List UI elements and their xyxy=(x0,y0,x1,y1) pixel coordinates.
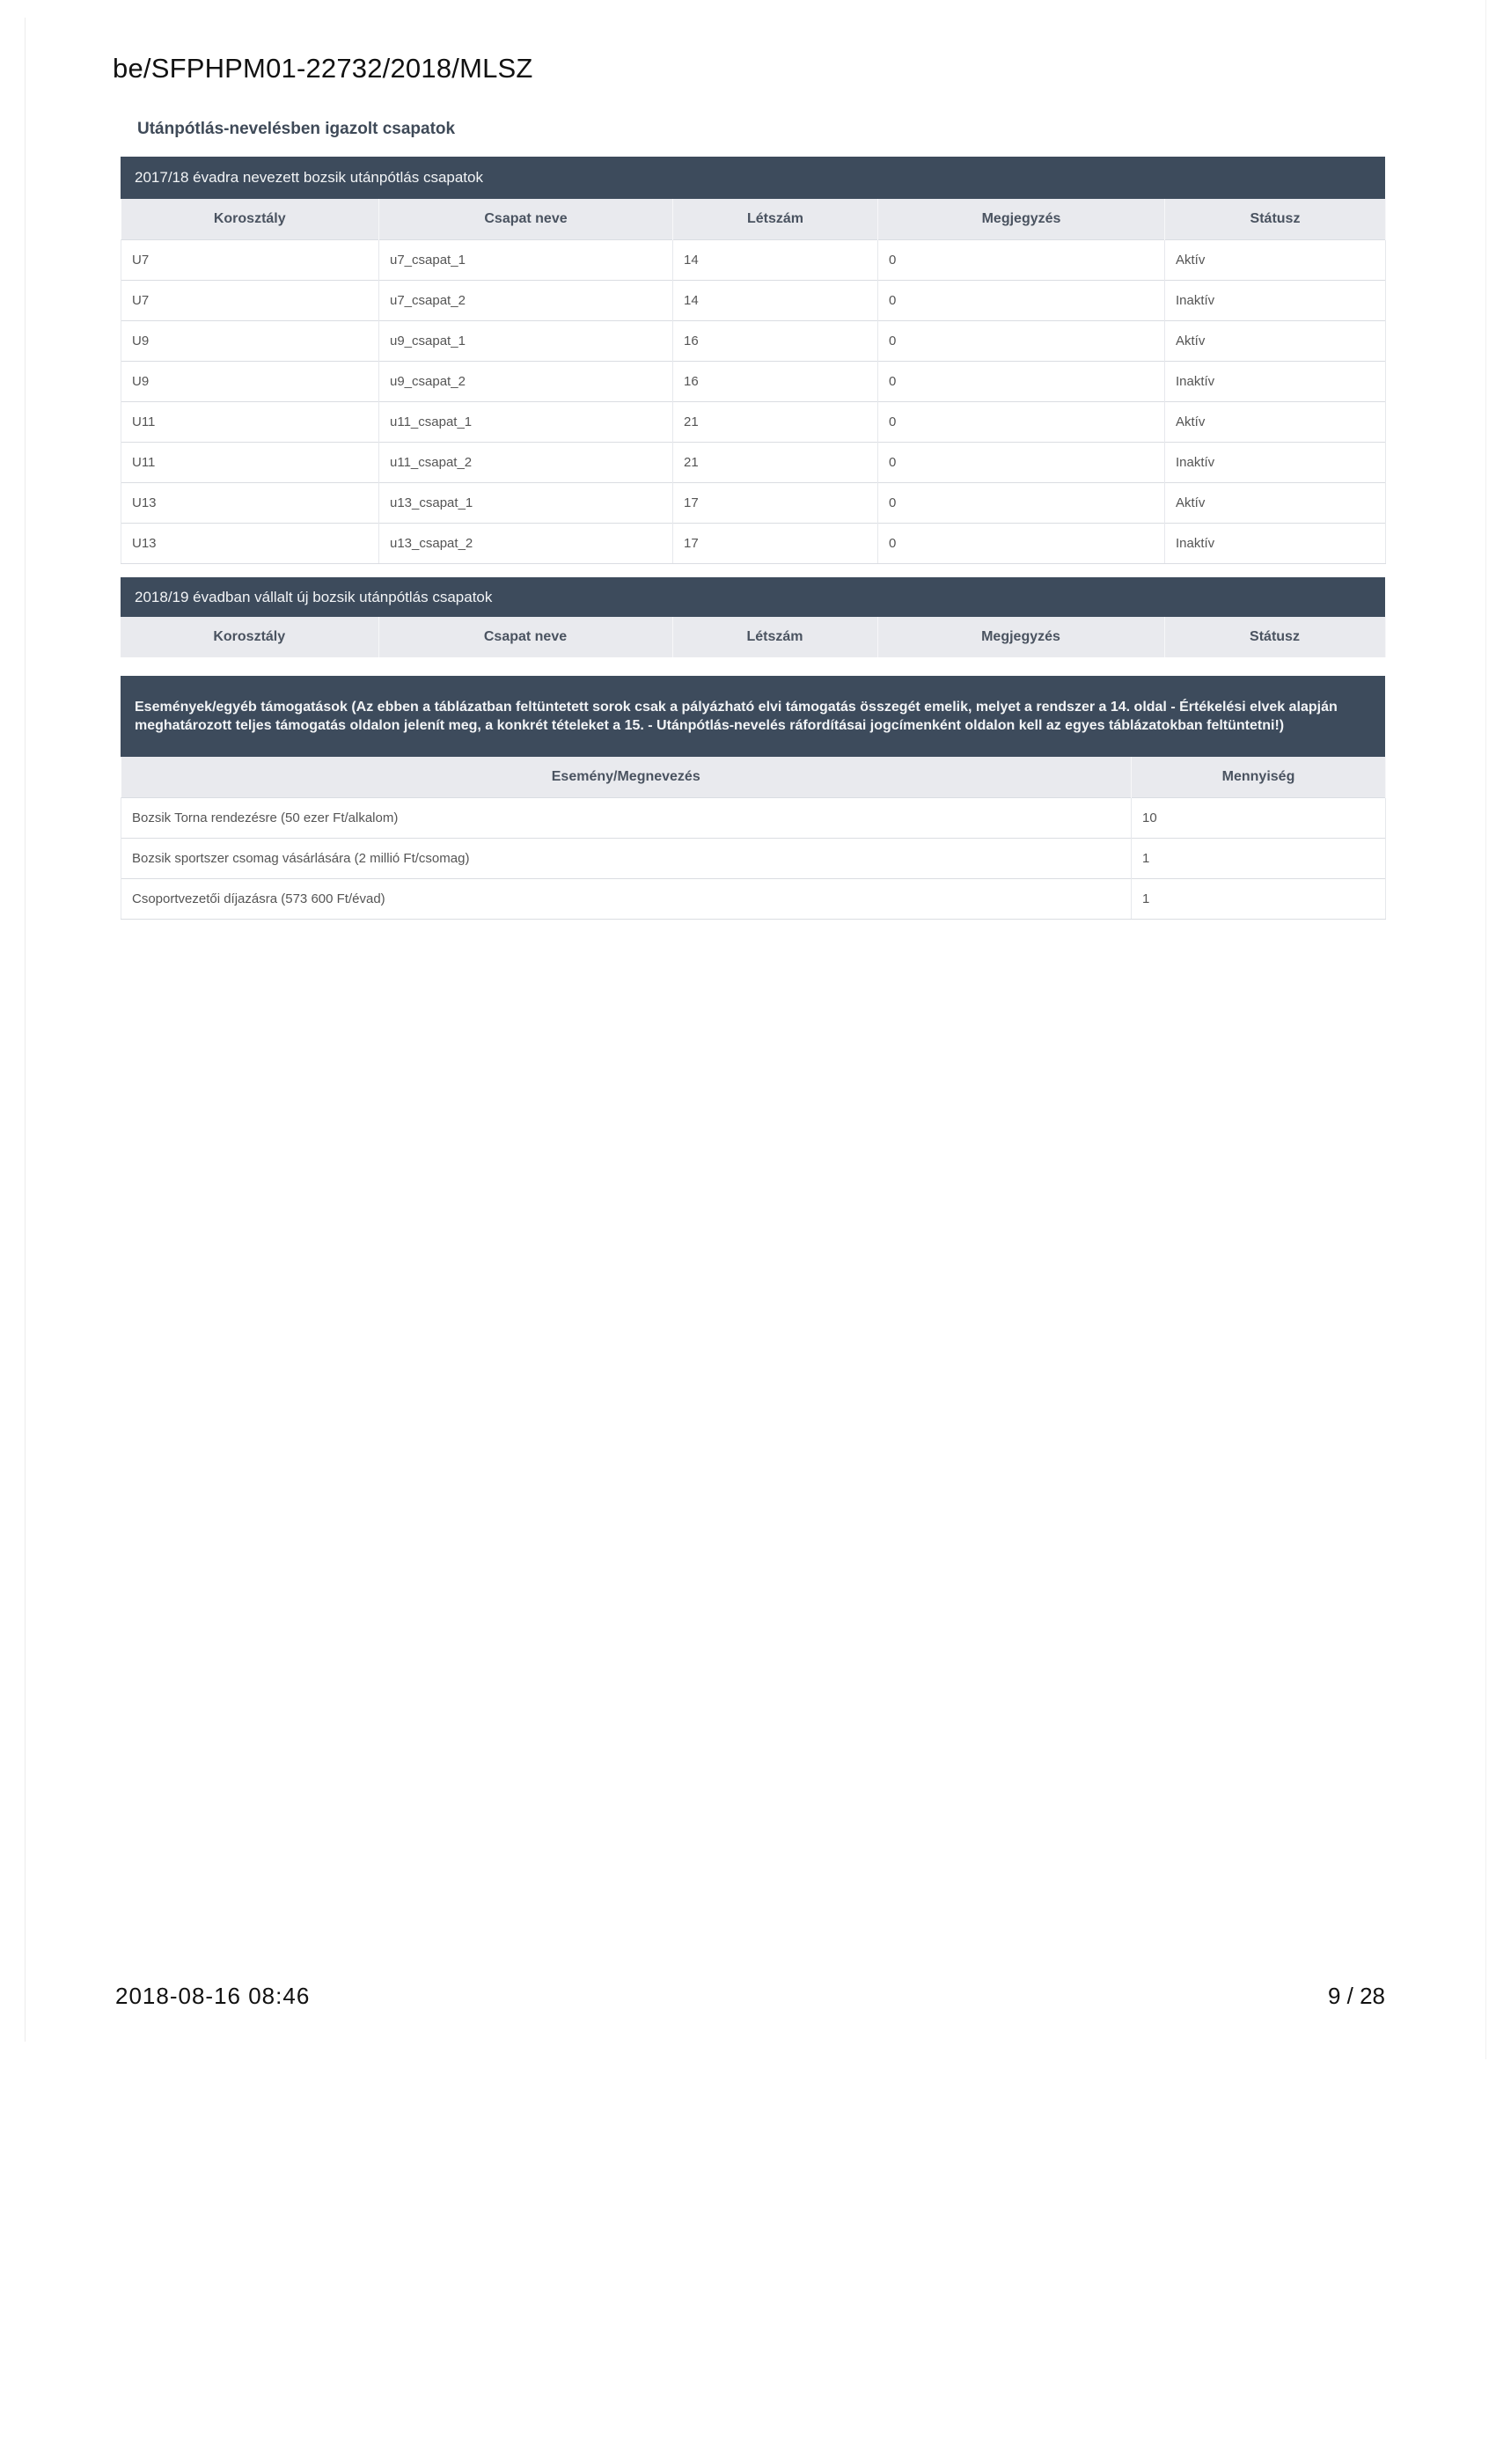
quantity-cell: 10 xyxy=(1132,798,1386,839)
status-cell: Aktív xyxy=(1165,240,1386,281)
age-group-cell: U7 xyxy=(121,240,379,281)
age-group-cell: U9 xyxy=(121,321,379,362)
column-header: Korosztály xyxy=(121,199,379,240)
team-name-cell: u11_csapat_1 xyxy=(379,402,673,443)
column-header: Létszám xyxy=(672,617,877,657)
table-row xyxy=(121,839,1386,879)
note-cell: 0 xyxy=(878,483,1165,524)
page-number: 9 / 28 xyxy=(1327,1983,1385,2009)
column-header: Mennyiség xyxy=(1132,757,1386,798)
teams-2017-18-heading: 2017/18 évadra nevezett bozsik utánpótlás csapatok xyxy=(121,157,1385,199)
column-header: Esemény/Megnevezés xyxy=(121,757,1132,798)
note-cell: 0 xyxy=(878,402,1165,443)
column-header: Csapat neve xyxy=(378,617,672,657)
table-row xyxy=(121,524,1386,564)
headcount-cell: 14 xyxy=(673,240,878,281)
table-row xyxy=(121,443,1386,483)
column-header: Csapat neve xyxy=(379,199,673,240)
document-id: be/SFPHPM01-22732/2018/MLSZ xyxy=(113,53,533,84)
table-row xyxy=(121,879,1386,920)
teams-2018-19-block xyxy=(121,577,1385,657)
status-cell: Aktív xyxy=(1165,483,1386,524)
event-name-cell: Bozsik Torna rendezésre (50 ezer Ft/alkalom) xyxy=(121,798,1132,839)
age-group-cell: U9 xyxy=(121,362,379,402)
headcount-cell: 16 xyxy=(673,362,878,402)
table-header-row xyxy=(121,757,1386,798)
footer-datetime: 2018-08-16 08:46 xyxy=(115,1983,311,2009)
note-cell: 0 xyxy=(878,321,1165,362)
team-name-cell: u13_csapat_1 xyxy=(379,483,673,524)
page-edge xyxy=(25,18,26,2042)
age-group-cell: U11 xyxy=(121,402,379,443)
teams-2018-19-heading: 2018/19 évadban vállalt új bozsik utánpótlás csapatok xyxy=(121,577,1385,617)
team-name-cell: u9_csapat_2 xyxy=(379,362,673,402)
team-name-cell: u11_csapat_2 xyxy=(379,443,673,483)
teams-2017-18-table xyxy=(121,199,1386,564)
team-name-cell: u9_csapat_1 xyxy=(379,321,673,362)
events-support-heading: Események/egyéb támogatások (Az ebben a táblázatban feltüntetett sorok csak a pályázható elvi támogatás összegét emelik, melyet a rendszer a 14. oldal - Értékelési elvek alapján meghatározott teljes támogatás oldalon jelenít meg, a konkrét tételeket a 15. - Utánpótlás-nevelés ráfordításai jogcímenként oldalon kell az egyes táblázatokban feltüntetni!) xyxy=(121,676,1385,757)
column-header: Státusz xyxy=(1164,617,1385,657)
headcount-cell: 17 xyxy=(673,483,878,524)
status-cell: Inaktív xyxy=(1165,281,1386,321)
note-cell: 0 xyxy=(878,281,1165,321)
table-row xyxy=(121,798,1386,839)
status-cell: Aktív xyxy=(1165,402,1386,443)
column-header: Státusz xyxy=(1165,199,1386,240)
age-group-cell: U13 xyxy=(121,524,379,564)
table-row xyxy=(121,402,1386,443)
page-edge xyxy=(1485,0,1486,2059)
table-header-row xyxy=(121,199,1386,240)
age-group-cell: U13 xyxy=(121,483,379,524)
events-support-table xyxy=(121,757,1386,920)
age-group-cell: U11 xyxy=(121,443,379,483)
events-support-block xyxy=(121,676,1385,920)
headcount-cell: 16 xyxy=(673,321,878,362)
table-row xyxy=(121,281,1386,321)
table-row xyxy=(121,321,1386,362)
status-cell: Aktív xyxy=(1165,321,1386,362)
teams-2017-18-block xyxy=(121,157,1385,564)
status-cell: Inaktív xyxy=(1165,524,1386,564)
column-header: Korosztály xyxy=(121,617,378,657)
note-cell: 0 xyxy=(878,362,1165,402)
headcount-cell: 21 xyxy=(673,443,878,483)
table-row xyxy=(121,483,1386,524)
note-cell: 0 xyxy=(878,240,1165,281)
headcount-cell: 17 xyxy=(673,524,878,564)
quantity-cell: 1 xyxy=(1132,839,1386,879)
column-header: Megjegyzés xyxy=(878,199,1165,240)
headcount-cell: 21 xyxy=(673,402,878,443)
note-cell: 0 xyxy=(878,443,1165,483)
table-header-row xyxy=(121,617,1385,657)
team-name-cell: u7_csapat_2 xyxy=(379,281,673,321)
team-name-cell: u13_csapat_2 xyxy=(379,524,673,564)
headcount-cell: 14 xyxy=(673,281,878,321)
quantity-cell: 1 xyxy=(1132,879,1386,920)
event-name-cell: Bozsik sportszer csomag vásárlására (2 millió Ft/csomag) xyxy=(121,839,1132,879)
event-name-cell: Csoportvezetői díjazásra (573 600 Ft/évad) xyxy=(121,879,1132,920)
status-cell: Inaktív xyxy=(1165,443,1386,483)
status-cell: Inaktív xyxy=(1165,362,1386,402)
note-cell: 0 xyxy=(878,524,1165,564)
table-row xyxy=(121,240,1386,281)
age-group-cell: U7 xyxy=(121,281,379,321)
column-header: Létszám xyxy=(673,199,878,240)
section-title: Utánpótlás-nevelésben igazolt csapatok xyxy=(137,120,456,138)
table-row xyxy=(121,362,1386,402)
column-header: Megjegyzés xyxy=(877,617,1164,657)
team-name-cell: u7_csapat_1 xyxy=(379,240,673,281)
teams-2018-19-table xyxy=(121,617,1386,657)
